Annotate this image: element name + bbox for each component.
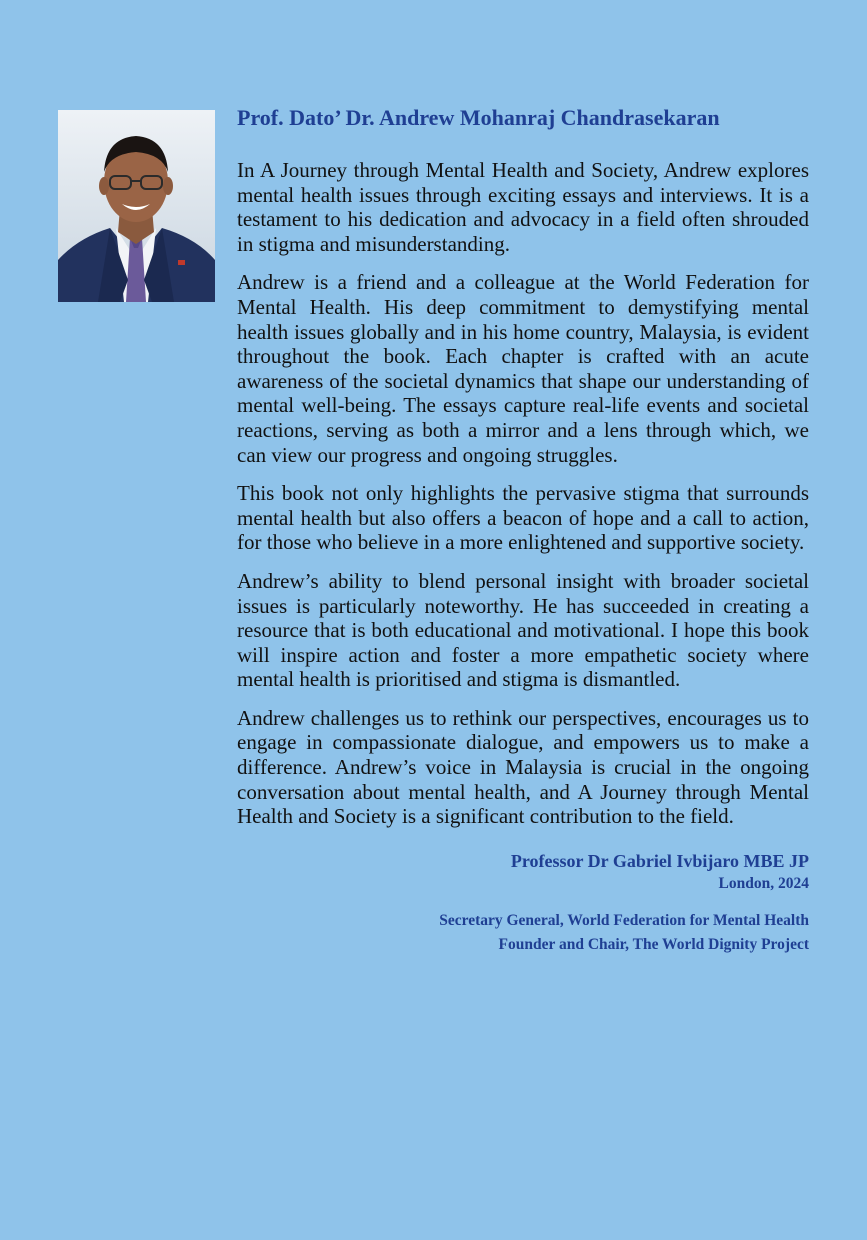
author-name-heading: Prof. Dato’ Dr. Andrew Mohanraj Chandrasekaran xyxy=(237,105,720,130)
signatory-role-1: Secretary General, World Federation for Mental Health xyxy=(439,911,809,929)
paragraph-4: Andrew’s ability to blend personal insight with broader societal issues is particularly noteworthy. He has succeeded in creating a resource that is both educational and motivational. I hope this book will inspire action and foster a more empathetic society where mental health is prioritised and stigma is dismantled. xyxy=(237,568,809,692)
paragraph-5: Andrew challenges us to rethink our perspectives, encourages us to engage in compassionate dialogue, and empowers us to make a difference. Andrew’s voice in Malaysia is crucial in the ongoing conversation about mental health, and A Journey through Mental Health and Society is a significant contribution to the field. xyxy=(237,705,809,829)
signature-place-date: London, 2024 xyxy=(718,874,809,892)
signatory-role-2: Founder and Chair, The World Dignity Project xyxy=(498,935,809,953)
signatory-name: Professor Dr Gabriel Ivbijaro MBE JP xyxy=(510,850,809,871)
paragraph-1: In A Journey through Mental Health and Society, Andrew explores mental health issues through exciting essays and interviews. It is a testament to his dedication and advocacy in a field often shrouded in stigma and misunderstanding. xyxy=(237,158,809,256)
paragraph-2: Andrew is a friend and a colleague at the World Federation for Mental Health. His deep commitment to demystifying mental health issues globally and in his home country, Malaysia, is evident throughout the book. Each chapter is crafted with an acute awareness of the societal dynamics that shape our understanding of mental well-being. The essays capture real-life events and societal reactions, serving as both a mirror and a lens through which, we can view our progress and ongoing struggles. xyxy=(237,270,809,467)
signature-block xyxy=(237,849,809,957)
foreword-content xyxy=(237,104,809,957)
author-portrait xyxy=(58,110,215,302)
portrait-image xyxy=(58,110,215,302)
paragraph-3: This book not only highlights the pervasive stigma that surrounds mental health but also offers a beacon of hope and a call to action, for those who believe in a more enlightened and supportive society. xyxy=(237,481,809,555)
